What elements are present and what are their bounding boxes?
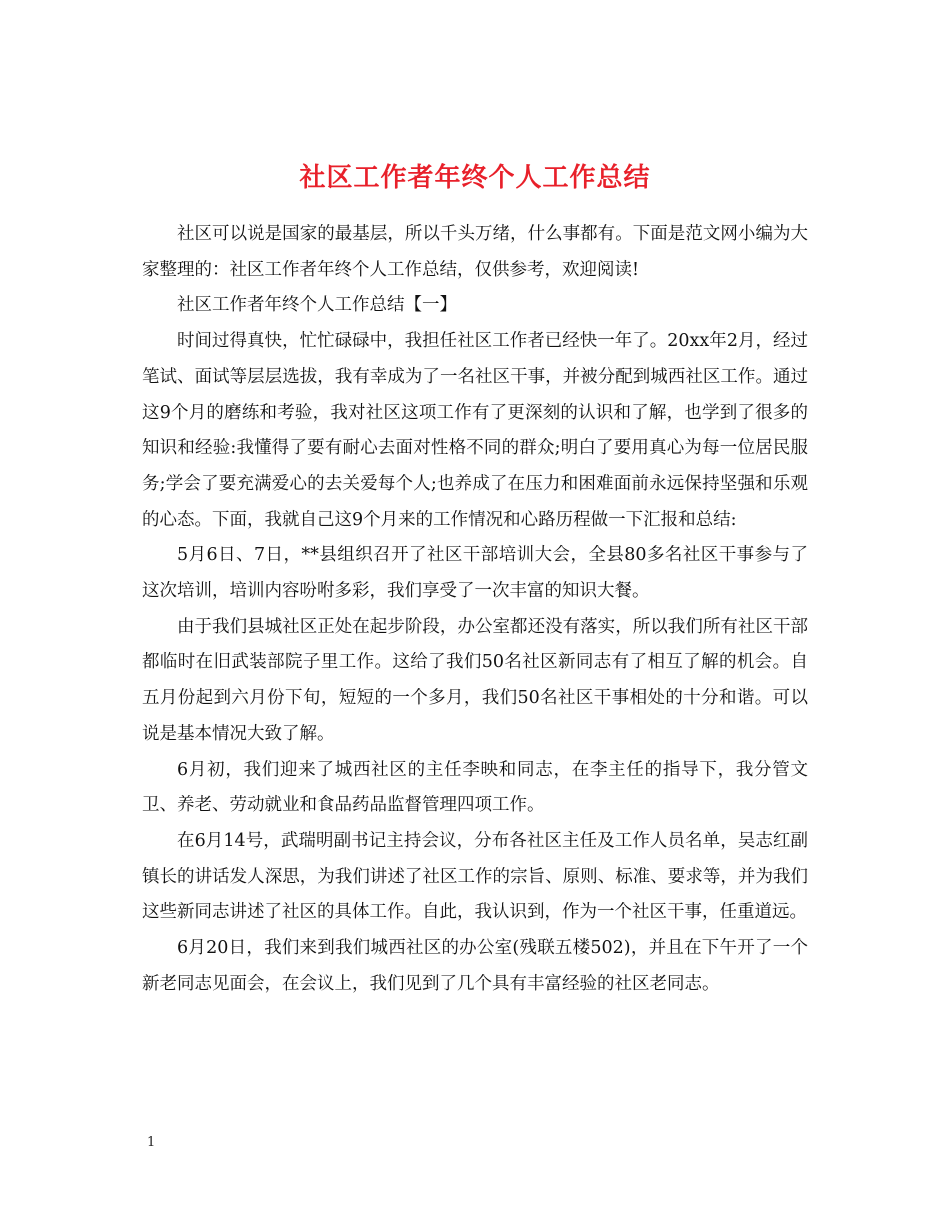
section-heading: 社区工作者年终个人工作总结【一】 (177, 295, 457, 316)
page-number: 1 (147, 1135, 156, 1150)
paragraph-intro: 社区可以说是国家的最基层，所以千头万绪，什么事都有。下面是范文网小编为大家整理的：社区工作者年终个人工作总结，仅供参考，欢迎阅读! (142, 224, 808, 280)
paragraph: 由于我们县城社区正处在起步阶段，办公室都还没有落实，所以我们所有社区干部都临时在旧武装部院子里工作。这给了我们50名社区新同志有了相互了解的机会。自五月份起到六月份下旬，短短的一个多月，我们50名社区干事相处的十分和谐。可以说是基本情况大致了解。 (142, 616, 808, 744)
paragraph: 在6月14号，武瑞明副书记主持会议，分布各社区主任及工作人员名单，吴志红副镇长的讲话发人深思，为我们讲述了社区工作的宗旨、原则、标准、要求等，并为我们这些新同志讲述了社区的具体工作。自此，我认识到，作为一个社区干事，任重道远。 (142, 830, 808, 923)
paragraph: 6月20日，我们来到我们城西社区的办公室(残联五楼502)，并且在下午开了一个新老同志见面会，在会议上，我们见到了几个具有丰富经验的社区老同志。 (142, 938, 808, 994)
document-body (142, 217, 808, 1002)
paragraph: 5月6日、7日，**县组织召开了社区干部培训大会，全县80多名社区干事参与了这次培训，培训内容吩咐多彩，我们享受了一次丰富的知识大餐。 (142, 545, 808, 602)
paragraph: 6月初，我们迎来了城西社区的主任李映和同志，在李主任的指导下，我分管文卫、养老、劳动就业和食品药品监督管理四项工作。 (142, 759, 808, 816)
document-title: 社区工作者年终个人工作总结 (299, 163, 651, 194)
paragraph: 时间过得真快，忙忙碌碌中，我担任社区工作者已经快一年了。20xx年2月，经过笔试、面试等层层选拔，我有幸成为了一名社区干事，并被分配到城西社区工作。通过这9个月的磨练和考验，我对社区这项工作有了更深刻的认识和了解，也学到了很多的知识和经验:我懂得了要有耐心去面对性格不同的群众;明白了要用真心为每一位居民服务;学会了要充满爱心的去关爱每个人;也养成了在压力和困难面前永远保持坚强和乐观的心态。下面，我就自己这9个月来的工作情况和心路历程做一下汇报和总结: (142, 331, 808, 530)
